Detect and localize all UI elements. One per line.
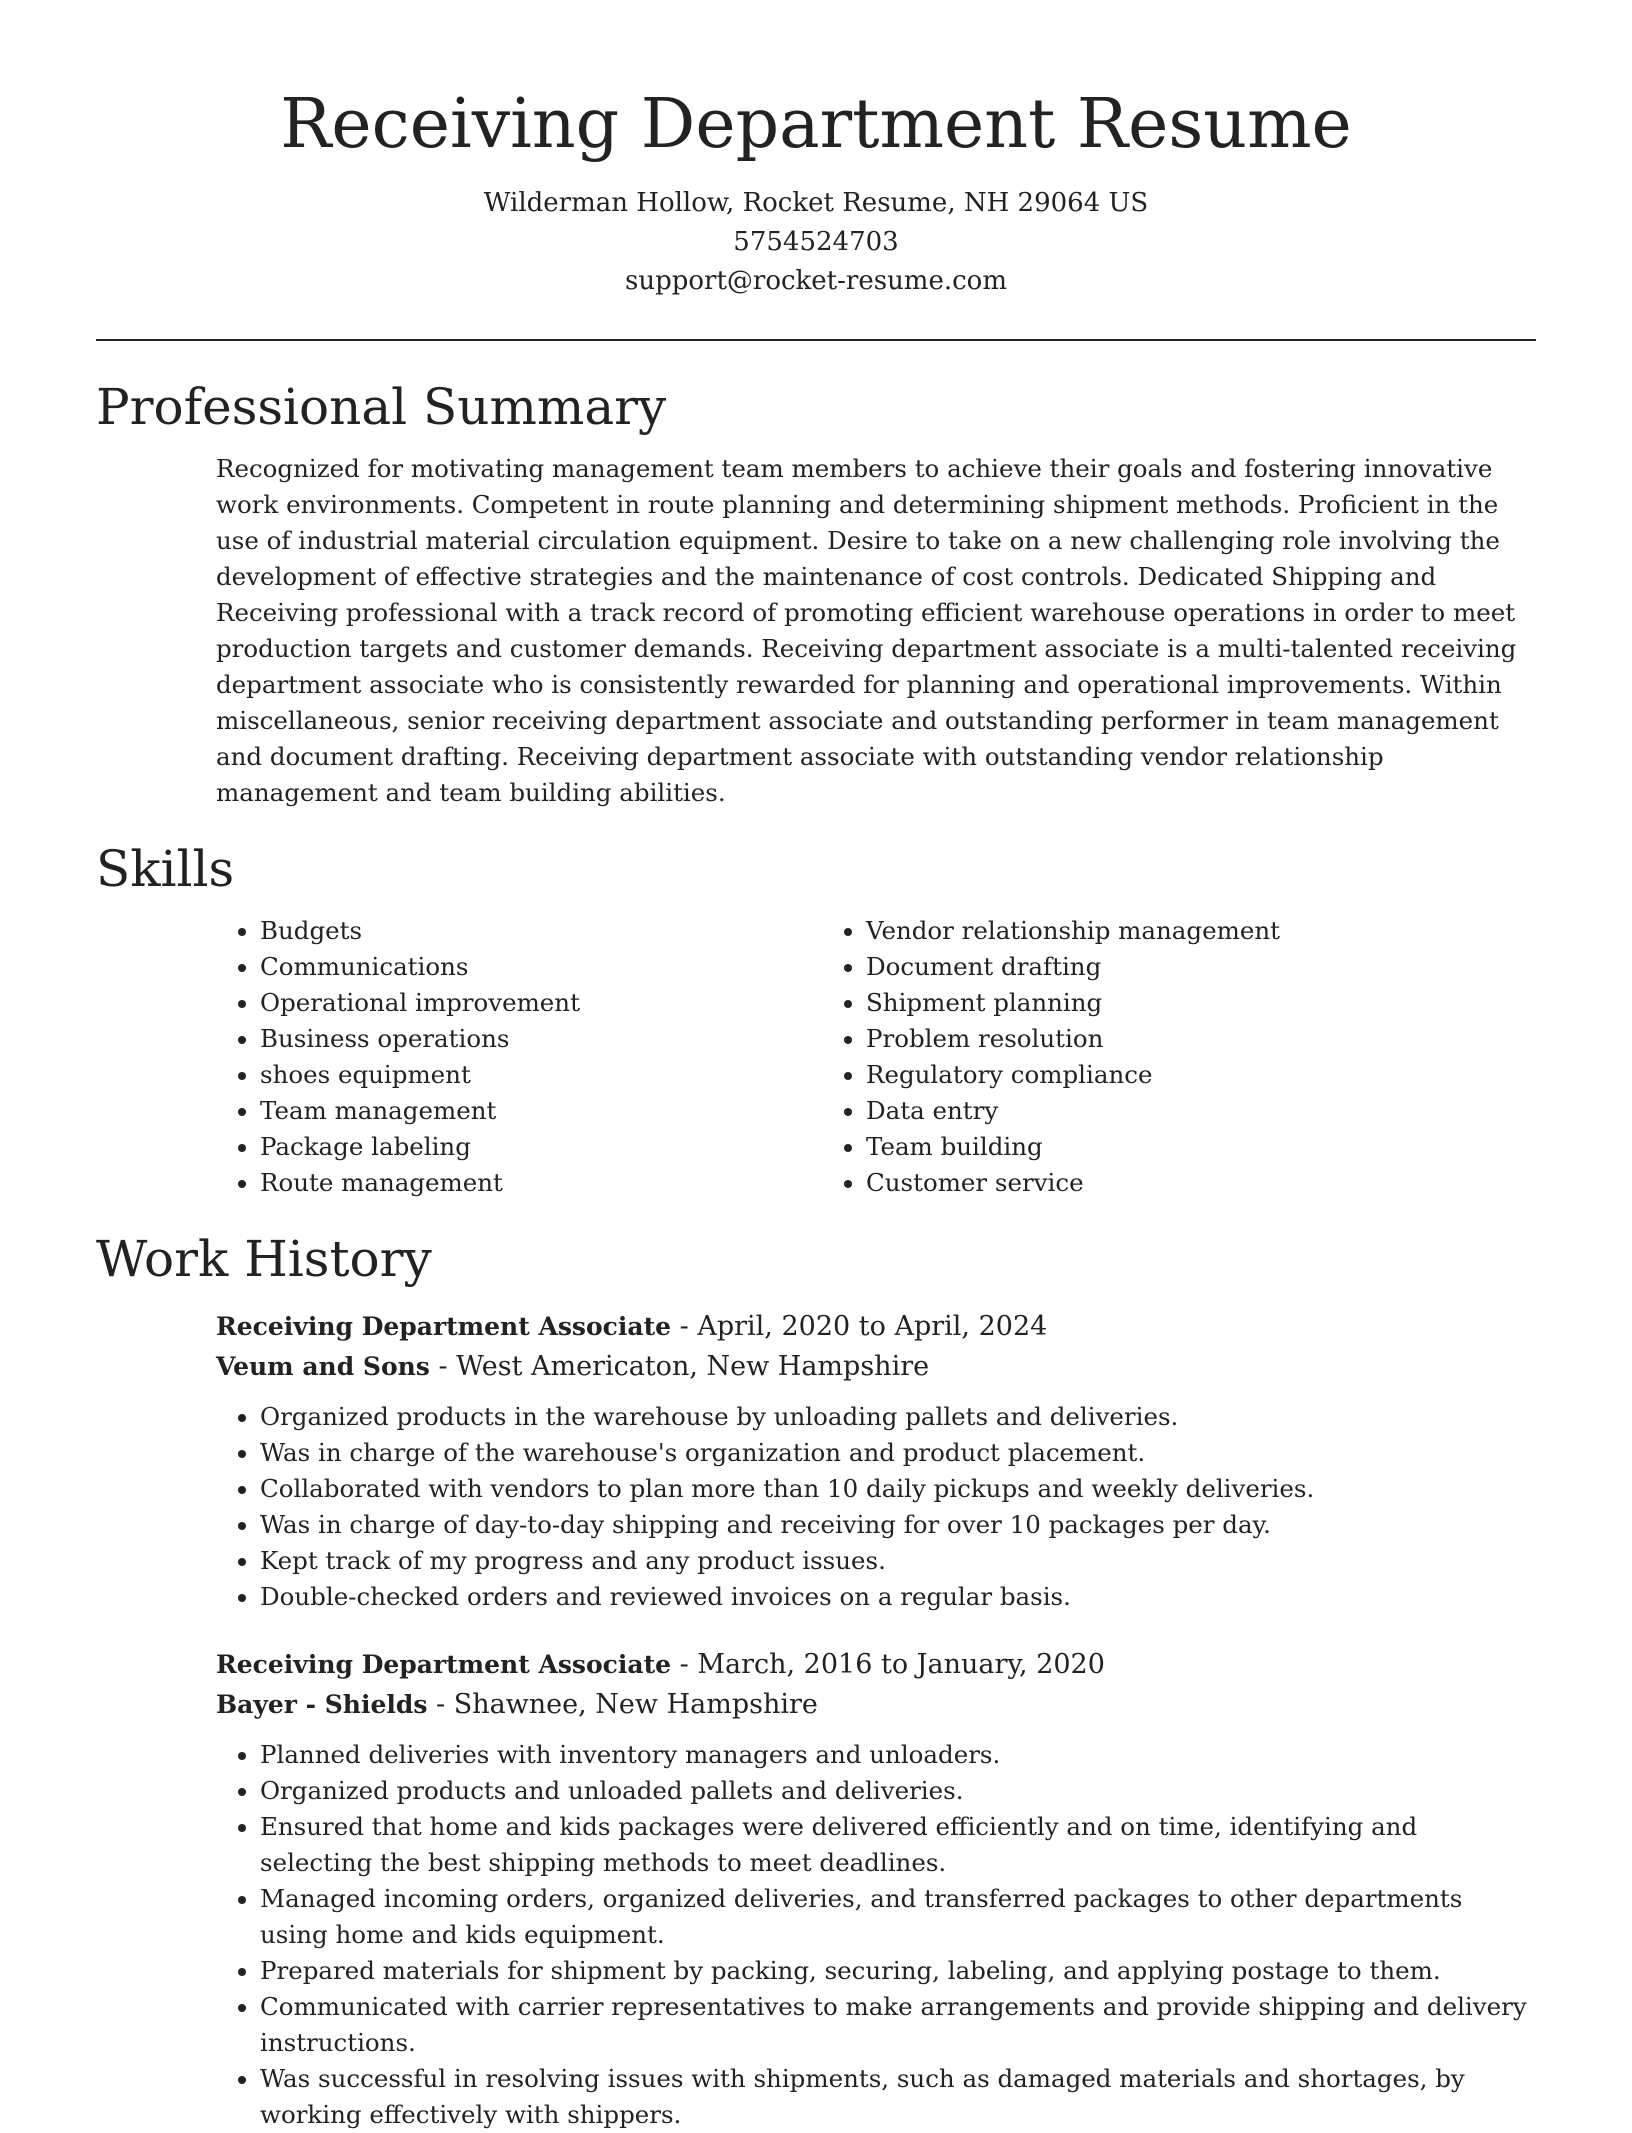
skill-item: • Package labeling — [260, 1129, 822, 1165]
job-entry — [216, 1307, 1536, 1615]
skill-item: • Communications — [260, 949, 822, 985]
skill-item: • shoes equipment — [260, 1057, 822, 1093]
resume-header — [0, 0, 1632, 301]
skill-item: • Document drafting — [866, 949, 1428, 985]
skill-item: • Team management — [260, 1093, 822, 1129]
job-bullet: • Organized products and unloaded pallets and deliveries. — [260, 1773, 1536, 1809]
job-bullet: • Managed incoming orders, organized deliveries, and transferred packages to other departments using home and kids equipment. — [260, 1881, 1536, 1953]
job-title-line — [216, 1307, 1536, 1347]
job-bullets — [216, 1399, 1536, 1615]
skills-column-right — [822, 913, 1428, 1201]
skill-item: • Shipment planning — [866, 985, 1428, 1021]
professional-summary-section — [96, 377, 1536, 811]
job-title-line — [216, 1645, 1536, 1685]
job-dates: - March, 2016 to January, 2020 — [671, 1649, 1105, 1680]
job-company-line — [216, 1685, 1536, 1725]
job-dates: - April, 2020 to April, 2024 — [671, 1311, 1048, 1342]
job-bullet: • Organized products in the warehouse by unloading pallets and deliveries. — [260, 1399, 1536, 1435]
job-bullet: • Was in charge of day-to-day shipping and receiving for over 10 packages per day. — [260, 1507, 1536, 1543]
skills-column-left — [216, 913, 822, 1201]
job-company: Bayer - Shields — [216, 1690, 428, 1719]
skill-item: • Vendor relationship management — [866, 913, 1428, 949]
contact-block — [0, 184, 1632, 301]
skill-item: • Budgets — [260, 913, 822, 949]
job-location: - West Americaton, New Hampshire — [429, 1351, 930, 1382]
job-bullet: • Was successful in resolving issues with shipments, such as damaged materials and shortages, by working effectively with shippers. — [260, 2061, 1536, 2133]
section-title-work-history: Work History — [96, 1230, 432, 1288]
job-entry — [216, 1645, 1536, 2133]
skill-item: • Regulatory compliance — [866, 1057, 1428, 1093]
skills-section — [96, 839, 1536, 1201]
summary-text: Recognized for motivating management team members to achieve their goals and fostering innovative work environments. Competent in route planning and determining shipment methods. Proficient in the use of industrial material circulation equipment. Desire to take on a new challenging role involving the development of effective strategies and the maintenance of cost controls. Dedicated Shipping and Receiving professional with a track record of promoting efficient warehouse operations in order to meet production targets and customer demands. Receiving department associate is a multi-talented receiving department associate who is consistently rewarded for planning and operational improvements. Within miscellaneous, senior receiving department associate and outstanding performer in team management and document drafting. Receiving department associate with outstanding vendor relationship management and team building abilities. — [216, 454, 1517, 807]
skill-item: • Business operations — [260, 1021, 822, 1057]
job-bullet: • Communicated with carrier representatives to make arrangements and provide shipping and delivery instructions. — [260, 1989, 1536, 2061]
header-divider — [96, 339, 1536, 341]
address: Wilderman Hollow, Rocket Resume, NH 29064 US — [483, 188, 1149, 218]
work-history-section — [96, 1229, 1536, 2133]
email-address: support@rocket-resume.com — [624, 266, 1007, 296]
job-company: Veum and Sons — [216, 1352, 430, 1381]
job-bullet: • Prepared materials for shipment by packing, securing, labeling, and applying postage to them. — [260, 1953, 1536, 1989]
job-role: Receiving Department Associate — [216, 1312, 672, 1341]
resume-title: Receiving Department Resume — [280, 85, 1352, 164]
job-location: - Shawnee, New Hampshire — [427, 1689, 818, 1720]
section-title-skills: Skills — [96, 840, 235, 898]
skill-item: • Data entry — [866, 1093, 1428, 1129]
job-bullet: • Kept track of my progress and any product issues. — [260, 1543, 1536, 1579]
job-company-line — [216, 1347, 1536, 1387]
job-bullet: • Was in charge of the warehouse's organization and product placement. — [260, 1435, 1536, 1471]
job-bullet: • Ensured that home and kids packages were delivered efficiently and on time, identifying and selecting the best shipping methods to meet deadlines. — [260, 1809, 1536, 1881]
phone-number: 5754524703 — [733, 227, 899, 257]
skill-item: • Team building — [866, 1129, 1428, 1165]
skill-item: • Customer service — [866, 1165, 1428, 1201]
job-bullet: • Double-checked orders and reviewed invoices on a regular basis. — [260, 1579, 1536, 1615]
skills-grid — [216, 913, 1536, 1201]
job-bullet: • Collaborated with vendors to plan more than 10 daily pickups and weekly deliveries. — [260, 1471, 1536, 1507]
skill-item: • Route management — [260, 1165, 822, 1201]
skill-item: • Operational improvement — [260, 985, 822, 1021]
section-title-summary: Professional Summary — [96, 378, 667, 436]
job-role: Receiving Department Associate — [216, 1650, 672, 1679]
job-bullet: • Planned deliveries with inventory managers and unloaders. — [260, 1737, 1536, 1773]
job-bullets — [216, 1737, 1536, 2133]
skill-item: • Problem resolution — [866, 1021, 1428, 1057]
